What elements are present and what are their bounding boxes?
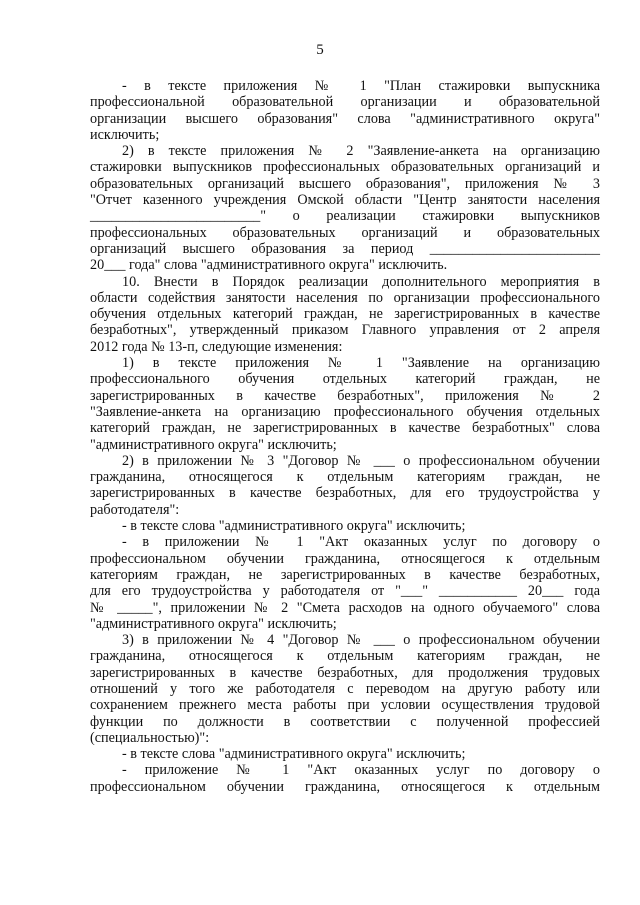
text-line: области содействия занятости населения по организации профессионального: [90, 289, 600, 306]
text-line: функции по должности в соответствии с полученной профессией: [90, 713, 600, 730]
text-line: зарегистрированных в качестве безработных, для его трудоустройства у: [90, 485, 600, 502]
text-line: организаций высшего образования за период ________________________: [90, 240, 600, 257]
text-line: - в тексте слова "административного округа" исключить;: [122, 746, 466, 763]
text-line: профессионального обучения отдельных категорий граждан, не: [90, 371, 600, 388]
text-line: "административного округа" исключить;: [90, 436, 337, 453]
text-line: 2) в тексте приложения № 2 "Заявление-анкета на организацию: [122, 143, 600, 160]
text-line: 1) в тексте приложения № 1 "Заявление на организацию: [122, 355, 600, 372]
text-line: для его трудоустройства у работодателя от "___" ___________ 20___ года: [90, 583, 600, 600]
text-line: (специальностью)":: [90, 729, 210, 746]
text-line: - приложение № 1 "Акт оказанных услуг по договору о: [122, 762, 600, 779]
text-line: профессиональном обучении гражданина, относящегося к отдельным: [90, 550, 600, 567]
page-number: 5: [316, 42, 324, 58]
text-line: отношений у того же работодателя с переводом на другую работу или: [90, 680, 600, 697]
text-line: "Заявление-анкета на организацию профессионального обучения отдельных: [90, 403, 600, 420]
document-body: [90, 78, 600, 795]
text-line: "административного округа" исключить;: [90, 615, 337, 632]
text-line: - в тексте приложения № 1 "План стажировки выпускника: [122, 78, 600, 94]
text-line: сохранением прежнего места работы при условии осуществления трудовой: [90, 697, 600, 714]
text-line: - в приложении № 1 "Акт оказанных услуг по договору о: [122, 534, 600, 551]
text-line: 2) в приложении № 3 "Договор № ___ о профессиональном обучении: [122, 452, 600, 469]
text-line: профессиональных образовательных организаций и образовательных: [90, 224, 600, 241]
text-line: исключить;: [90, 126, 160, 143]
text-line: профессиональном обучении гражданина, относящегося к отдельным: [90, 778, 600, 795]
text-line: образовательных организаций высшего образования", приложения № 3: [90, 175, 600, 192]
text-line: 2012 года № 13-п, следующие изменения:: [90, 338, 343, 355]
text-line: 20___ года" слова "административного округа" исключить.: [90, 257, 448, 274]
text-line: ________________________" о реализации стажировки выпускников: [90, 208, 600, 225]
text-line: зарегистрированных в качестве безработных, для продолжения трудовых: [90, 664, 600, 681]
text-line: № _____", приложении № 2 "Смета расходов на одного обучаемого" слова: [90, 599, 600, 616]
text-line: - в тексте слова "административного округа" исключить;: [122, 518, 466, 535]
text-line: гражданина, относящегося к отдельным категориям граждан, не: [90, 469, 600, 486]
text-line: стажировки выпускников профессиональных образовательных организаций и: [90, 159, 600, 176]
text-line: профессиональной образовательной организации и образовательной: [90, 94, 600, 111]
text-line: категорий граждан, не зарегистрированных в качестве безработных" слова: [90, 420, 600, 437]
text-line: "Отчет казенного учреждения Омской области "Центр занятости населения: [90, 192, 600, 209]
text-line: работодателя":: [90, 501, 180, 518]
text-line: зарегистрированных в качестве безработных", приложения № 2: [90, 387, 600, 404]
text-line: гражданина, относящегося к отдельным категориям граждан, не: [90, 648, 600, 665]
text-line: организации высшего образования" слова "административного округа": [90, 110, 600, 127]
text-line: 3) в приложении № 4 "Договор № ___ о профессиональном обучении: [122, 632, 600, 649]
text-line: безработных", утвержденный приказом Главного управления от 2 апреля: [90, 322, 600, 339]
text-line: 10. Внести в Порядок реализации дополнительного мероприятия в: [122, 273, 600, 290]
text-line: обучения отдельных категорий граждан, не зарегистрированных в качестве: [90, 306, 600, 323]
text-line: категориям граждан, не зарегистрированных в качестве безработных,: [90, 566, 600, 583]
